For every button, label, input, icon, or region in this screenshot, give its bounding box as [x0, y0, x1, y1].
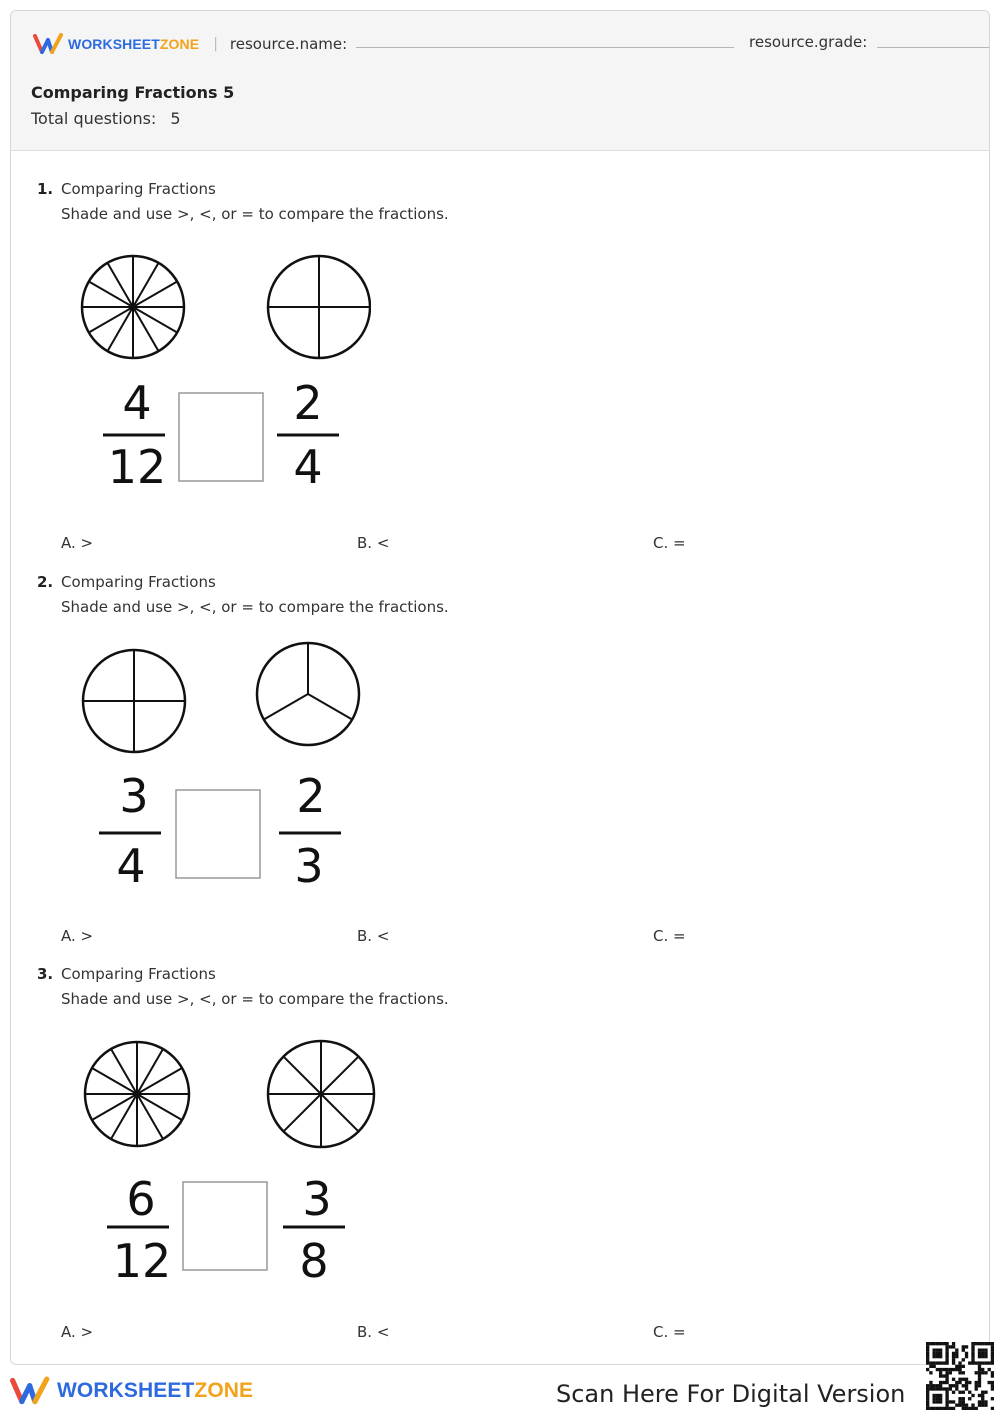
worksheetzone-logo-icon: [10, 1376, 52, 1406]
option-b[interactable]: B. <: [357, 534, 390, 552]
left-fraction-circle[interactable]: [83, 650, 185, 752]
resource-name-line[interactable]: [356, 47, 734, 48]
fraction-figure: [71, 1029, 381, 1284]
question-title: Comparing Fractions: [61, 965, 216, 983]
question-number: 3.: [37, 965, 54, 983]
question-instruction: Shade and use >, <, or = to compare the fractions.: [61, 990, 449, 1008]
header-brand-name: WORKSHEETZONE: [68, 36, 200, 52]
total-questions-value: 5: [170, 109, 181, 128]
right-denominator: 4: [293, 440, 323, 490]
right-numerator: 2: [296, 769, 326, 823]
question-instruction: Shade and use >, <, or = to compare the fractions.: [61, 205, 449, 223]
worksheet-header: [11, 11, 989, 151]
question-title: Comparing Fractions: [61, 573, 216, 591]
left-fraction-circle[interactable]: [82, 256, 184, 358]
option-a[interactable]: A. >: [61, 534, 94, 552]
question-number: 1.: [37, 180, 54, 198]
comparison-answer-box[interactable]: [183, 1182, 267, 1270]
worksheet-title: Comparing Fractions 5: [31, 83, 235, 102]
right-fraction-circle[interactable]: [257, 643, 359, 745]
right-denominator: 8: [299, 1234, 329, 1284]
option-a[interactable]: A. >: [61, 927, 94, 945]
right-fraction-circle[interactable]: [268, 1041, 374, 1147]
right-denominator: 3: [294, 839, 324, 885]
right-numerator: 3: [302, 1172, 332, 1226]
option-b[interactable]: B. <: [357, 1323, 390, 1341]
left-denominator: 12: [112, 1234, 172, 1284]
question-number: 2.: [37, 573, 54, 591]
header-divider: |: [213, 36, 218, 52]
fraction-figure: [71, 245, 371, 490]
left-numerator: 3: [119, 769, 149, 823]
left-numerator: 6: [126, 1172, 156, 1226]
left-numerator: 4: [122, 376, 152, 430]
footer-brand: [10, 1376, 253, 1406]
comparison-answer-box[interactable]: [179, 393, 263, 481]
header-brand-row: [33, 33, 347, 55]
option-c[interactable]: C. =: [653, 927, 686, 945]
left-denominator: 12: [107, 440, 167, 490]
comparison-answer-box[interactable]: [176, 790, 260, 878]
question-title: Comparing Fractions: [61, 180, 216, 198]
total-questions: [31, 109, 181, 128]
option-c[interactable]: C. =: [653, 534, 686, 552]
option-b[interactable]: B. <: [357, 927, 390, 945]
total-questions-label: Total questions:: [31, 109, 157, 128]
scan-instruction: Scan Here For Digital Version: [556, 1380, 906, 1408]
left-fraction-circle[interactable]: [85, 1042, 189, 1146]
worksheet-page: [10, 10, 990, 1365]
resource-grade-label: resource.grade:: [749, 33, 868, 51]
resource-name-label: resource.name:: [229, 35, 348, 53]
fraction-figure: [71, 640, 371, 885]
option-a[interactable]: A. >: [61, 1323, 94, 1341]
option-c[interactable]: C. =: [653, 1323, 686, 1341]
right-fraction-circle[interactable]: [268, 256, 370, 358]
footer-brand-name: WORKSHEETZONE: [57, 1379, 254, 1402]
resource-grade-line[interactable]: [877, 47, 990, 48]
worksheetzone-logo-icon: [33, 33, 65, 55]
right-numerator: 2: [293, 376, 323, 430]
question-instruction: Shade and use >, <, or = to compare the fractions.: [61, 598, 449, 616]
left-denominator: 4: [116, 839, 146, 885]
qr-code-icon[interactable]: [926, 1342, 994, 1410]
